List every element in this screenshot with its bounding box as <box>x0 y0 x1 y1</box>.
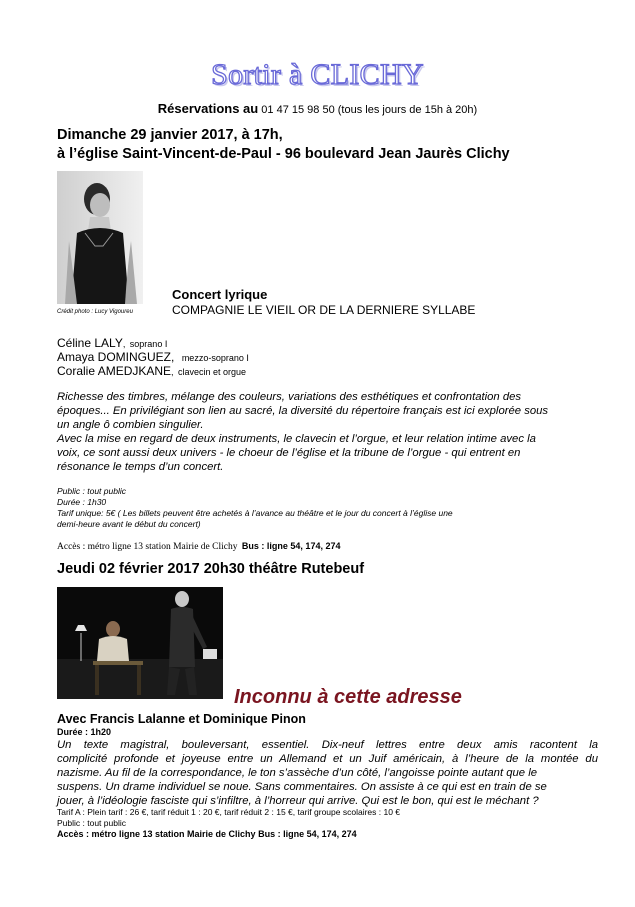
performer-3: Coralie AMEDJKANE, clavecin et orgue <box>57 364 247 378</box>
event2-tarif: Tarif A : Plein tarif : 26 €, tarif réduit 1 : 20 €, tarif réduit 2 : 15 €, tarif groupe scolaires : 10 € <box>57 807 401 817</box>
event1-access: Accès : métro ligne 13 station Mairie de Clichy Bus : ligne 54, 174, 274 <box>57 541 341 552</box>
reservations-label: Réservations au <box>157 101 259 116</box>
performer-1: Céline LALY, soprano I <box>57 336 168 350</box>
page-title: Sortir à CLICHY <box>211 58 424 91</box>
performer-role: clavecin et orgue <box>178 367 247 377</box>
singer-photo <box>57 171 143 304</box>
performer-role: mezzo-soprano I <box>181 353 249 363</box>
event2-date: Jeudi 02 février 2017 20h30 théâtre Rutebeuf <box>57 561 365 577</box>
event1-description: Richesse des timbres, mélange des couleurs, variations des esthétiques et confrontation des époques... En privilégiant son lien au sacré, la diversité du répertoire français est ici explorée sous un angle ô combien singulier. Avec la mise en regard de deux instruments, le clavecin et l’orgue, et leur relation intime avec la voix, ce sont aussi deux univers - le choeur de l’église et la tribune de l’orgue - qui entrent en résonance le temps d’un concert. <box>57 391 549 473</box>
performer-role: soprano I <box>129 339 168 349</box>
reservations-line <box>0 101 635 116</box>
performer-name: Amaya DOMINGUEZ, <box>57 350 175 364</box>
theatre-photo <box>57 587 223 699</box>
event2-title: Inconnu à cette adresse <box>234 686 462 708</box>
performer-name: Céline LALY <box>57 336 123 350</box>
event2-access: Accès : métro ligne 13 station Mairie de Clichy Bus : ligne 54, 174, 274 <box>57 829 357 839</box>
reservations-hours: (tous les jours de 15h à 20h) <box>337 104 478 116</box>
event2-cast: Avec Francis Lalanne et Dominique Pinon <box>57 712 306 726</box>
performer-name: Coralie AMEDJKANE <box>57 364 172 378</box>
event2-public: Public : tout public <box>57 818 126 828</box>
event1-info: Public : tout public Durée : 1h30 Tarif unique: 5€ ( Les billets peuvent être achetés à l’avance au théâtre et le jour du concert à l’église une demi-heure avant le début du concert) <box>57 486 453 529</box>
event1-date: Dimanche 29 janvier 2017, à 17h, <box>57 127 283 143</box>
event1-bus: Bus : ligne 54, 174, 274 <box>241 541 341 551</box>
event1-company: COMPAGNIE LE VIEIL OR DE LA DERNIERE SYLLABE <box>172 303 476 317</box>
event2-duration: Durée : 1h20 <box>57 727 112 737</box>
reservations-phone[interactable]: 01 47 15 98 50 <box>261 104 335 116</box>
event1-genre: Concert lyrique <box>172 287 268 302</box>
photo-credit: Crédit photo : Lucy Vigoureu <box>57 309 133 315</box>
event2-description: Un texte magistral, bouleversant, essentiel. Dix-neuf lettres entre deux amis racontent la complicité profonde et joyeuse entre un Allemand et un Juif américain, à l’heure de la montée du nazisme. Au fil de la correspondance, le ton s’assèche d’un côté, l’angoisse pointe autant que le suspens. Un drame individuel se noue. Sans commentaires. On assiste à ce qui est en train de se jouer, à l’idéologie fasciste qui s’infiltre, à l’horreur qui arrive. Qui est le bon, qui est le méchant ? <box>57 739 598 807</box>
event1-venue: à l’église Saint-Vincent-de-Paul - 96 boulevard Jean Jaurès Clichy <box>57 146 510 162</box>
event2-bus: Bus : ligne 54, 174, 274 <box>258 829 357 839</box>
